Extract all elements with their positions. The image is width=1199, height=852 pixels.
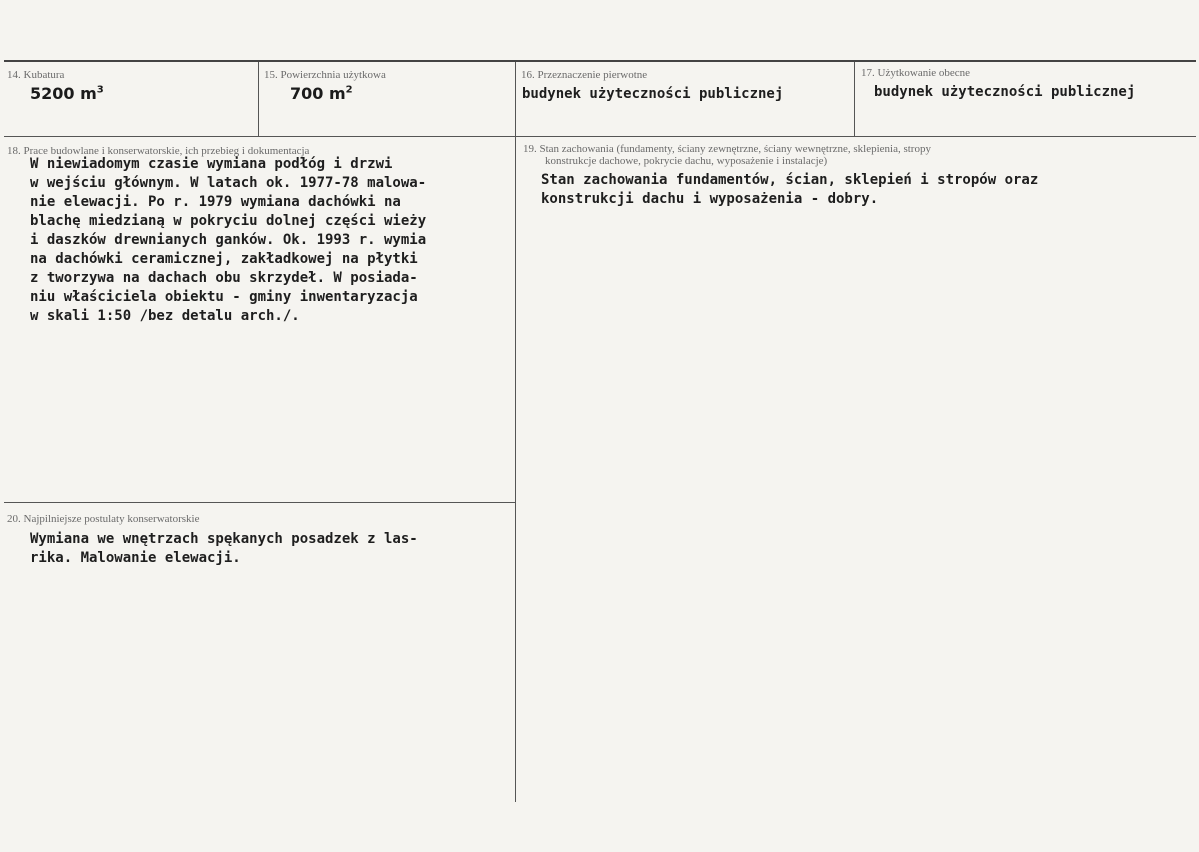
prace-line: niu właściciela obiektu - gminy inwentaryzacja <box>30 289 418 305</box>
uzytkowanie-label: 17. Użytkowanie obecne <box>861 67 971 79</box>
section18-bottom-rule <box>4 502 516 503</box>
przeznaczenie-label: 16. Przeznaczenie pierwotne <box>521 69 648 81</box>
postulaty-line: rika. Malowanie elewacji. <box>30 550 241 566</box>
stan-label-line1: 19. Stan zachowania (fundamenty, ściany zewnętrzne, ściany wewnętrzne, sklepienia, stropy <box>523 143 931 155</box>
stan-line: konstrukcji dachu i wyposażenia - dobry. <box>541 191 879 207</box>
row1-bottom-rule <box>4 136 1196 137</box>
postulaty-text <box>30 530 418 568</box>
prace-line: blachę miedzianą w pokryciu dolnej części wieży <box>30 213 427 229</box>
prace-label: 18. Prace budowlane i konserwatorskie, ich przebieg i dokumentacja <box>7 145 310 157</box>
powierzchnia-label: 15. Powierzchnia użytkowa <box>264 69 386 81</box>
postulaty-line: Wymiana we wnętrzach spękanych posadzek z las- <box>30 531 418 547</box>
stan-label-line2: konstrukcje dachowe, pokrycie dachu, wyposażenie i instalacje) <box>545 155 828 167</box>
stan-line: Stan zachowania fundamentów, ścian, sklepień i stropów oraz <box>541 172 1039 188</box>
uzytkowanie-value: budynek użyteczności publicznej <box>874 84 1136 100</box>
divider-14-15 <box>258 62 259 136</box>
prace-line: w wejściu głównym. W latach ok. 1977-78 malowa- <box>30 175 427 191</box>
prace-line: na dachówki ceramicznej, zakładkowej na płytki <box>30 251 418 267</box>
divider-16-17 <box>854 62 855 136</box>
stan-text <box>541 171 1038 209</box>
kubatura-value: 5200 $m^3$ <box>30 84 104 103</box>
prace-text <box>30 155 426 326</box>
prace-line: W niewiadomym czasie wymiana podłóg i drzwi <box>30 156 393 172</box>
prace-line: w skali 1:50 /bez detalu arch./. <box>30 308 300 324</box>
prace-line: nie elewacji. Po r. 1979 wymiana dachówki na <box>30 194 401 210</box>
top-rule <box>4 60 1196 62</box>
prace-line: i daszków drewnianych ganków. Ok. 1993 r. wymia <box>30 232 427 248</box>
postulaty-label: 20. Najpilniejsze postulaty konserwatorskie <box>7 513 200 525</box>
prace-line: z tworzywa na dachach obu skrzydeł. W posiada- <box>30 270 418 286</box>
powierzchnia-value: 700 $m^2$ <box>290 84 353 103</box>
divider-15-16 <box>515 62 516 802</box>
kubatura-label: 14. Kubatura <box>7 69 65 81</box>
przeznaczenie-value: budynek użyteczności publicznej <box>522 86 784 102</box>
